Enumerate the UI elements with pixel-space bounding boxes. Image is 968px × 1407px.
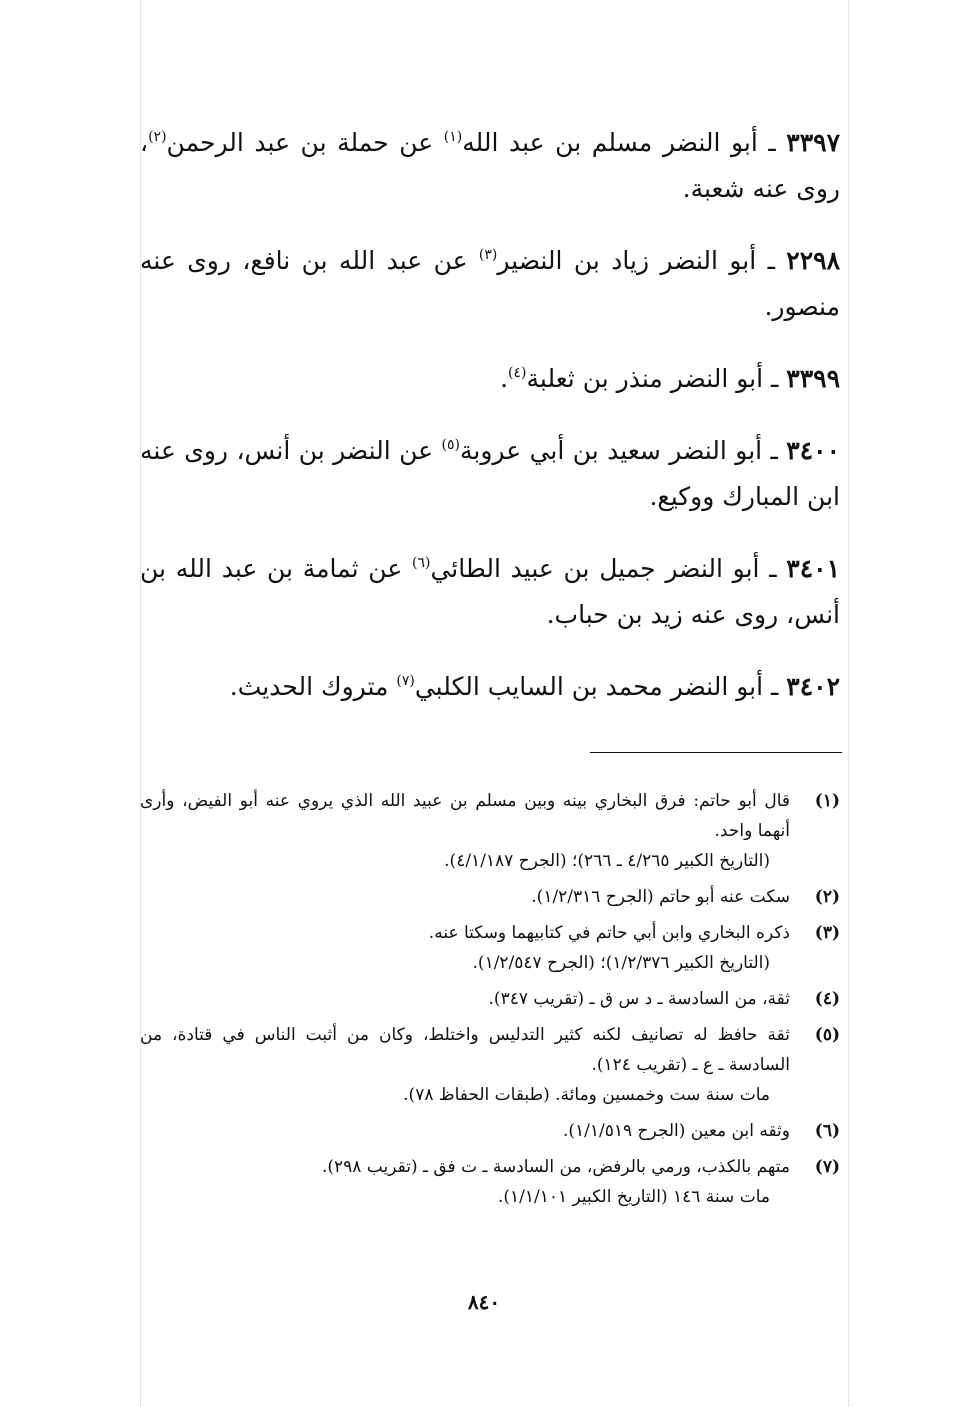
- entry-number: ٣٤٠٠: [786, 436, 841, 465]
- footnote-citation: (التاريخ الكبير ٤/٢٦٥ ـ ٢٦٦)؛ (الجرح ٤/١/١٨٧).: [444, 851, 770, 871]
- entry-text: أبو النضر سعيد بن أبي عروبة: [460, 436, 763, 465]
- footnote-number: (٣): [814, 923, 840, 943]
- entry-text: أبو النضر محمد بن السايب الكلبي: [414, 672, 764, 701]
- footnote: [140, 1116, 840, 1146]
- page-number: ٨٤٠: [467, 1290, 501, 1314]
- footnote: [140, 1020, 840, 1110]
- entry-text: عن ثمامة بن عبد الله بن أنس، روى عنه زيد بن حباب.: [140, 554, 840, 629]
- footnote-citation: مات سنة ست وخمسين ومائة. (طبقات الحفاظ ٧٨).: [403, 1085, 770, 1105]
- footnote-ref[interactable]: (٤): [508, 365, 527, 381]
- entry-number: ٣٤٠١: [786, 554, 840, 583]
- footnote-ref[interactable]: (٦): [411, 555, 431, 571]
- footnote-number: (٥): [814, 1025, 840, 1045]
- footnote: [140, 882, 840, 912]
- entry: ٣٣٩٩ ـ أبو النضر منذر بن ثعلبة$^{(٤)}$.: [500, 364, 840, 393]
- entry-text: أبو النضر زياد بن النضير: [497, 246, 757, 275]
- margin-guide: [848, 0, 849, 1407]
- footnote-ref[interactable]: (٧): [396, 673, 415, 689]
- footnote-text: ثقة حافظ له تصانيف لكنه كثير التدليس واختلط، وكان من أثبت الناس في قتادة، من السادسة ـ ع ـ (تقريب ١٢٤).: [140, 1025, 790, 1075]
- footnote-text: قال أبو حاتم: فرق البخاري بينه وبين مسلم بن عبيد الله الذي يروي عنه أبو الفيض، وأرى أنهما واحد.: [140, 791, 790, 841]
- entry-text: ، روى عنه شعبة.: [140, 128, 840, 203]
- entry-number: ٣٣٩٧: [786, 128, 841, 157]
- footnote-ref[interactable]: (٣): [478, 247, 498, 263]
- entry-text: عن عبد الله بن نافع، روى عنه منصور.: [140, 246, 840, 321]
- footnote-citation: مات سنة ١٤٦ (التاريخ الكبير ١/١/١٠١).: [497, 1187, 770, 1207]
- footnote-ref[interactable]: (٥): [441, 437, 460, 453]
- footnote-text: ذكره البخاري وابن أبي حاتم في كتابيهما وسكتا عنه.: [428, 923, 790, 943]
- entry: ٣٤٠٢ ـ أبو النضر محمد بن السايب الكلبي$^{(٧)}$ متروك الحديث.: [229, 672, 840, 701]
- footnote-ref[interactable]: (٢): [148, 129, 167, 145]
- footnote-ref[interactable]: (١): [443, 129, 463, 145]
- footnote-citation: (التاريخ الكبير ١/٢/٣٧٦)؛ (الجرح ١/٢/٥٤٧).: [472, 953, 770, 973]
- entry-text: عن النضر بن أنس، روى عنه ابن المبارك ووكيع.: [140, 436, 840, 511]
- footnote-number: (٢): [814, 887, 840, 907]
- entry-text: أبو النضر مسلم بن عبد الله: [462, 128, 758, 157]
- footnote-text: ثقة، من السادسة ـ د س ق ـ (تقريب ٣٤٧).: [488, 989, 790, 1009]
- entry-text: .: [500, 364, 509, 393]
- entry-text: أبو النضر منذر بن ثعلبة: [526, 364, 764, 393]
- entry-text: أبو النضر جميل بن عبيد الطائي: [430, 554, 760, 583]
- entry-number: ٢٢٩٨: [786, 246, 840, 275]
- footnote: [140, 984, 840, 1014]
- entries-list: [140, 120, 840, 736]
- entry-number: ٣٣٩٩: [786, 364, 840, 393]
- footnote-number: (٦): [814, 1121, 840, 1141]
- footnotes-list: [140, 786, 840, 1218]
- footnote-number: (١): [814, 791, 840, 811]
- footnote-number: (٧): [814, 1157, 840, 1177]
- footnote-text: متهم بالكذب، ورمي بالرفض، من السادسة ـ ت فق ـ (تقريب ٢٩٨).: [321, 1157, 790, 1177]
- entry: ٣٤٠٠ ـ أبو النضر سعيد بن أبي عروبة$^{(٥)}$ عن النضر بن أنس، روى عنه ابن المبارك ووكيع.: [140, 436, 841, 511]
- entry: ٢٢٩٨ ـ أبو النضر زياد بن النضير$^{(٣)}$ عن عبد الله بن نافع، روى عنه منصور.: [140, 246, 840, 321]
- entry-text: متروك الحديث.: [229, 672, 397, 701]
- entry: ٣٤٠١ ـ أبو النضر جميل بن عبيد الطائي$^{(٦)}$ عن ثمامة بن عبد الله بن أنس، روى عنه زيد بن حباب.: [140, 554, 840, 629]
- footnote-divider: [590, 752, 842, 753]
- entry-number: ٣٤٠٢: [786, 672, 840, 701]
- entry: ٣٣٩٧ ـ أبو النضر مسلم بن عبد الله$^{(١)}$ عن حملة بن عبد الرحمن$^{(٢)}$، روى عنه شعبة.: [140, 128, 841, 203]
- footnote-text: وثقه ابن معين (الجرح ١/١/٥١٩).: [562, 1121, 790, 1141]
- footnote: [140, 1152, 840, 1212]
- entry-text: عن حملة بن عبد الرحمن: [166, 128, 444, 157]
- footnote-text: سكت عنه أبو حاتم (الجرح ١/٢/٣١٦).: [531, 887, 790, 907]
- footnote: [140, 918, 840, 978]
- footnote-number: (٤): [814, 989, 840, 1009]
- footnote: [140, 786, 840, 876]
